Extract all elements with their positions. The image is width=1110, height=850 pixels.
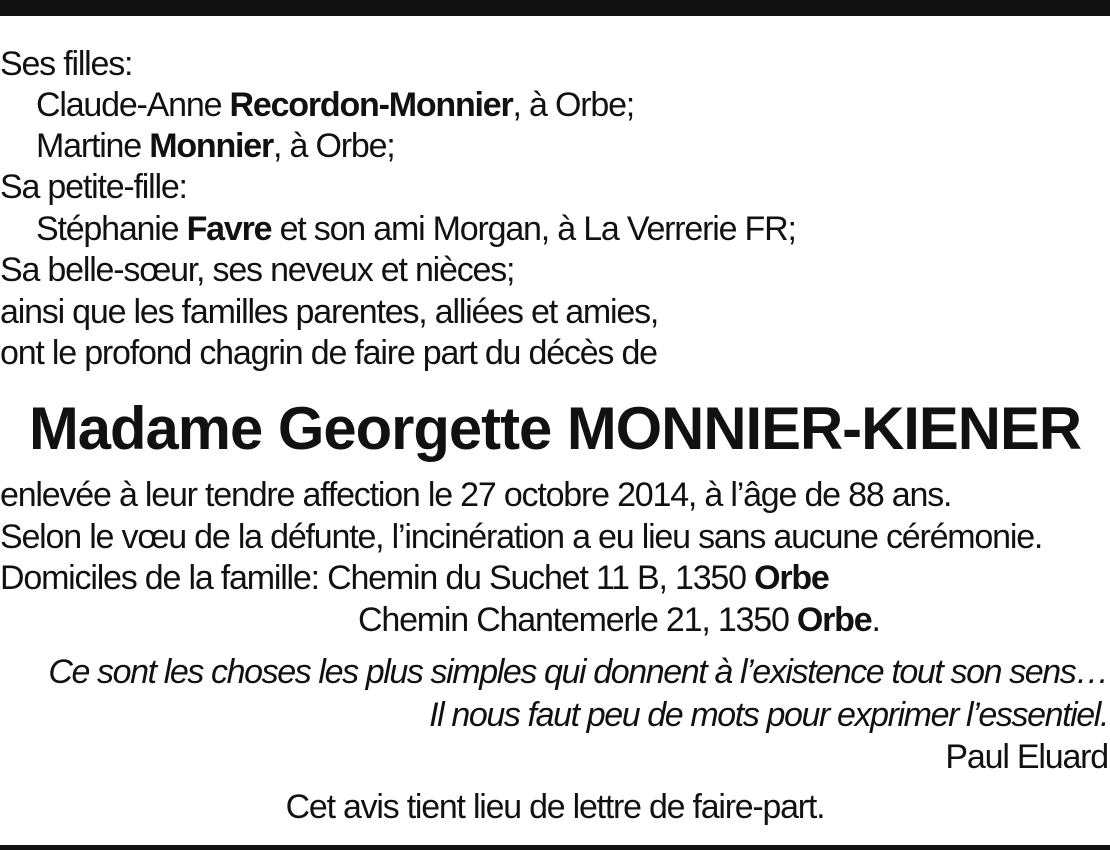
daughter-1-last-name: Recordon-Monnier <box>229 86 513 124</box>
granddaughter-heading: Sa petite-fille: <box>0 168 187 206</box>
granddaughter-first-name: Stéphanie <box>36 210 187 248</box>
sister-in-law-line: Sa belle-sœur, ses neveux et nièces; <box>0 251 515 289</box>
top-rule <box>0 0 1110 16</box>
bottom-rule <box>0 845 1110 850</box>
deceased-name: Madame Georgette MONNIER-KIENER <box>28 395 1082 462</box>
address-2-text: Chemin Chantemerle 21, 1350 <box>358 601 797 639</box>
daughters-heading: Ses filles: <box>0 45 133 83</box>
announcement-line: ont le profond chagrin de faire part du décès de <box>0 334 657 372</box>
granddaughter-last-name: Favre <box>186 210 272 248</box>
address-1-city: Orbe <box>754 559 829 597</box>
address-2-city: Orbe <box>796 601 872 639</box>
granddaughter-place: et son ami Morgan, à La Verrerie FR; <box>271 210 796 248</box>
quote-line-1: Ce sont les choses les plus simples qui donnent à l’existence tout son sens… <box>48 653 1108 691</box>
daughter-1-first-name: Claude-Anne <box>36 86 230 124</box>
daughter-line-2 <box>36 126 395 166</box>
address-line-1 <box>0 558 829 598</box>
daughter-2-place: , à Orbe; <box>273 127 395 165</box>
daughter-2-first-name: Martine <box>36 127 150 165</box>
death-details: enlevée à leur tendre affection le 27 octobre 2014, à l’âge de 88 ans. <box>0 476 952 514</box>
address-2-suffix: . <box>871 601 880 639</box>
address-1-text: Domiciles de la famille: Chemin du Suchet 11 B, 1350 <box>0 559 755 597</box>
daughter-1-place: , à Orbe; <box>512 86 635 124</box>
quote-line-2: Il nous faut peu de mots pour exprimer l’essentiel. <box>429 696 1108 734</box>
address-line-2 <box>358 600 880 640</box>
cremation-details: Selon le vœu de la défunte, l’incinération a eu lieu sans aucune cérémonie. <box>0 518 1043 556</box>
quote-author: Paul Eluard <box>945 738 1108 776</box>
daughter-2-last-name: Monnier <box>149 127 274 165</box>
granddaughter-line <box>36 209 796 249</box>
families-line: ainsi que les familles parentes, alliées et amies, <box>0 293 659 331</box>
closing-note: Cet avis tient lieu de lettre de faire-part. <box>285 788 825 826</box>
daughter-line-1 <box>36 85 634 125</box>
